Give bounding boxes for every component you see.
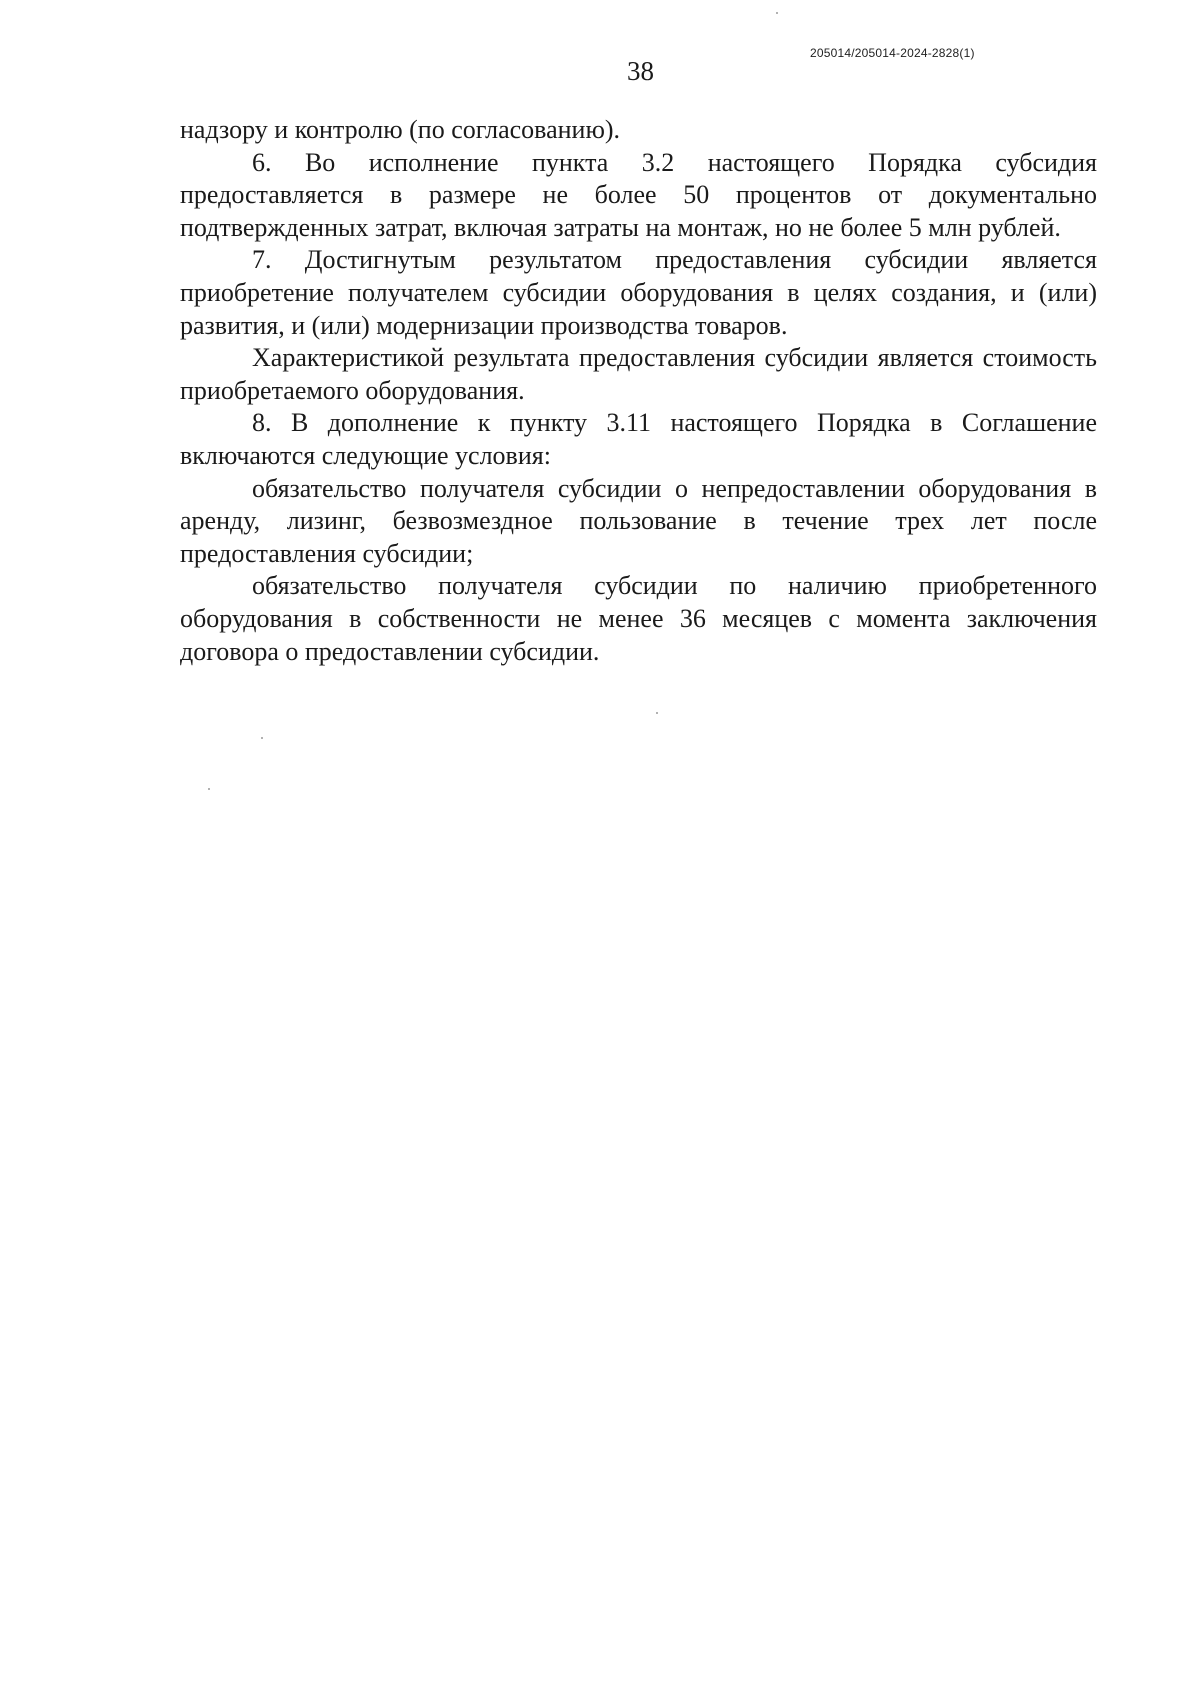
paragraph-condition-1: обязательство получателя субсидии о непредоставлении оборудования в аренду, лизинг, безвозмездное пользование в течение трех лет после предоставления субсидии; — [180, 473, 1097, 568]
scan-speck — [261, 737, 263, 739]
document-id: 205014/205014-2024-2828(1) — [810, 46, 975, 60]
paragraph-condition-2: обязательство получателя субсидии по наличию приобретенного оборудования в собственности не менее 36 месяцев с момента заключения договора о предоставлении субсидии. — [180, 571, 1097, 666]
scan-speck — [208, 788, 210, 790]
scan-speck — [656, 712, 658, 714]
page-number: 38 — [627, 56, 654, 86]
document-body — [180, 114, 1097, 668]
paragraph-continuation: надзору и контролю (по согласованию). — [180, 115, 621, 144]
paragraph-result-characteristic: Характеристикой результата предоставления субсидии является стоимость приобретаемого оборудования. — [180, 343, 1097, 405]
scan-speck — [776, 12, 778, 14]
paragraph-item-6: 6. Во исполнение пункта 3.2 настоящего Порядка субсидия предоставляется в размере не более 50 процентов от документально подтвержденных затрат, включая затраты на монтаж, но не более 5 млн рублей. — [180, 147, 1097, 242]
paragraph-item-8: 8. В дополнение к пункту 3.11 настоящего Порядка в Соглашение включаются следующие условия: — [180, 408, 1097, 470]
paragraph-item-7: 7. Достигнутым результатом предоставления субсидии является приобретение получателем субсидии оборудования в целях создания, и (или) развития, и (или) модернизации производства товаров. — [180, 245, 1097, 340]
